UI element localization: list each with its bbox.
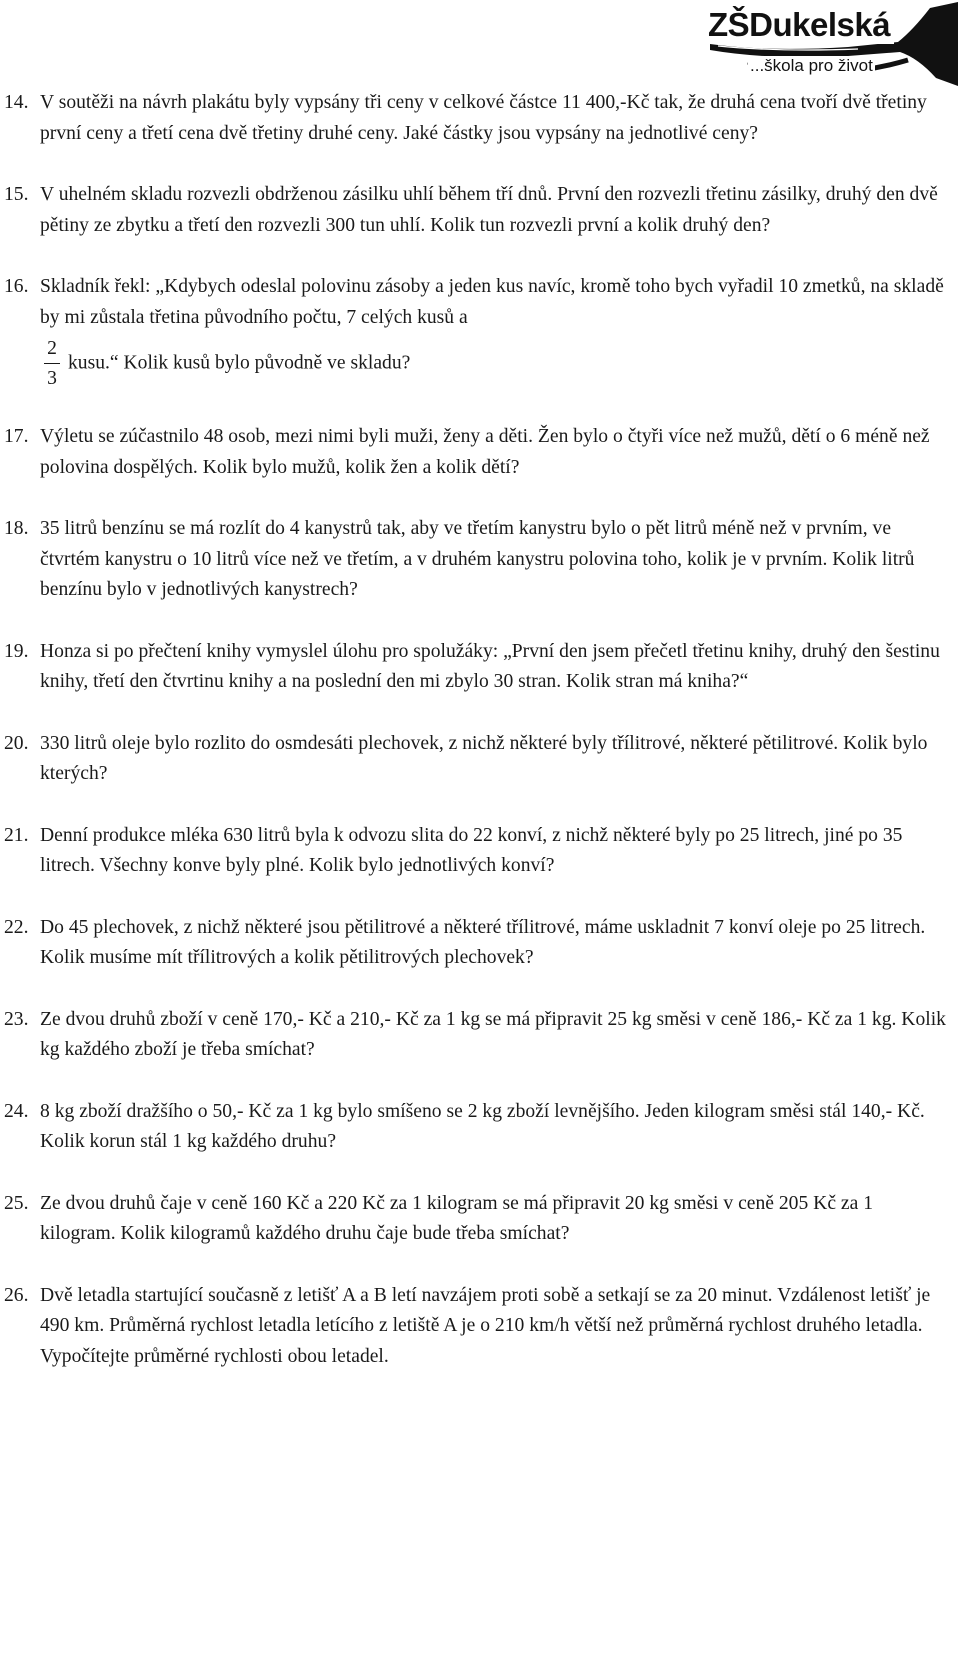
school-logo [708,0,960,88]
problem-text: V soutěži na návrh plakátu byly vypsány tři ceny v celkové částce 11 400,-Kč tak, že druhá cena tvoří dvě třetiny první ceny a třetí cena dvě třetiny druhé ceny. Jaké částky jsou vypsány na jednotlivé ceny? [40,92,927,144]
fraction-denominator: 3 [47,368,57,389]
problem-text: Ze dvou druhů čaje v ceně 160 Kč a 220 Kč za 1 kilogram se má připravit 20 kg směsi v ceně 205 Kč za 1 kilogram. Kolik kilogramů každého druhu čaje bude třeba smíchat? [40,1192,874,1244]
problem-item [0,88,952,149]
problem-item [0,637,952,698]
problem-text-tail: kusu.“ Kolik kusů bylo původně ve skladu? [68,352,411,374]
problem-number: 14. [4,92,29,113]
problem-item [0,729,952,790]
logo-tagline: ...škola pro život [750,56,873,75]
problem-text: V uhelném skladu rozvezli obdrženou zásilku uhlí během tří dnů. První den rozvezli třetinu zásilky, druhý den dvě pětiny ze zbytku a třetí den rozvezli 300 tun uhlí. Kolik tun rozvezli první a kolik druhý den? [40,184,938,236]
problem-number: 23. [4,1008,29,1030]
problem-text: 330 litrů oleje bylo rozlito do osmdesáti plechovek, z nichž některé byly třílitrové, některé pětilitrové. Kolik bylo kterých? [40,732,928,784]
problem-number: 20. [4,732,29,754]
fraction-numerator: 2 [44,337,60,364]
problem-item [0,514,952,606]
problem-number: 16. [4,276,29,297]
problem-item [0,422,952,483]
problem-text: Do 45 plechovek, z nichž některé jsou pětilitrové a některé třílitrové, máme uskladnit 7 konví oleje po 25 litrech. Kolik musíme mít třílitrových a kolik pětilitrových plechovek? [40,916,926,968]
problem-number: 25. [4,1192,29,1214]
problem-item [0,821,952,882]
problem-item [0,1005,952,1066]
problem-text: Denní produkce mléka 630 litrů byla k odvozu slita do 22 konví, z nichž některé byly po 25 litrech, jiné po 35 litrech. Všechny konve byly plné. Kolik bylo jednotlivých konví? [40,824,903,876]
problem-text: Výletu se zúčastnilo 48 osob, mezi nimi byli muži, ženy a děti. Žen bylo o čtyři více než mužů, dětí o 6 méně než polovina dospělých. Kolik bylo mužů, kolik žen a kolik dětí? [40,426,930,478]
problem-text: Ze dvou druhů zboží v ceně 170,- Kč a 210,- Kč za 1 kg se má připravit 25 kg směsi v ceně 186,- Kč za 1 kg. Kolik kg každého zboží je třeba smíchat? [40,1008,946,1060]
problem-number: 18. [4,518,29,539]
problem-item [0,180,952,241]
problem-text: Skladník řekl: „Kdybych odeslal polovinu zásoby a jeden kus navíc, kromě toho bych vyřadil 10 zmetků, na skladě by mi zůstala třetina původního počtu, 7 celých kusů a [40,276,944,328]
problem-number: 19. [4,640,29,662]
problem-number: 24. [4,1100,29,1122]
fraction [44,337,60,391]
problem-list [0,88,952,1403]
problem-number: 17. [4,426,29,447]
problem-number: 15. [4,184,29,205]
problem-text: 8 kg zboží dražšího o 50,- Kč za 1 kg bylo smíšeno se 2 kg zboží levnějšího. Jeden kilogram směsi stál 140,- Kč. Kolik korun stál 1 kg každého druhu? [40,1100,925,1152]
problem-text: Dvě letadla startující současně z letišť A a B letí navzájem proti sobě a setkají se za 20 minut. Vzdálenost letišť je 490 km. Průměrná rychlost letadla letícího z letiště A je o 210 km/h větší než průměrná rychlost druhého letadla. Vypočítejte průměrné rychlosti obou letadel. [40,1284,931,1367]
problem-text: Honza si po přečtení knihy vymyslel úlohu pro spolužáky: „První den jsem přečetl třetinu knihy, druhý den šestinu knihy, třetí den čtvrtinu knihy a na poslední den mi zbylo 30 stran. Kolik stran má kniha?“ [40,640,940,692]
problem-item [0,1281,952,1373]
logo-wordmark: ZŠDukelská [704,6,894,44]
problem-number: 22. [4,916,29,938]
problem-item [0,913,952,974]
problem-number: 21. [4,824,29,846]
problem-item [0,1097,952,1158]
fraction-line [40,337,952,391]
problem-item [0,1189,952,1250]
problem-number: 26. [4,1284,29,1306]
problem-text: 35 litrů benzínu se má rozlít do 4 kanystrů tak, aby ve třetím kanystru bylo o pět litrů méně než v prvním, ve čtvrtém kanystru o 10 litrů více než ve třetím, a v druhém kanystru polovina toho, kolik je v prvním. Kolik litrů benzínu bylo v jednotlivých kanystrech? [40,518,915,600]
problem-item [0,272,952,391]
